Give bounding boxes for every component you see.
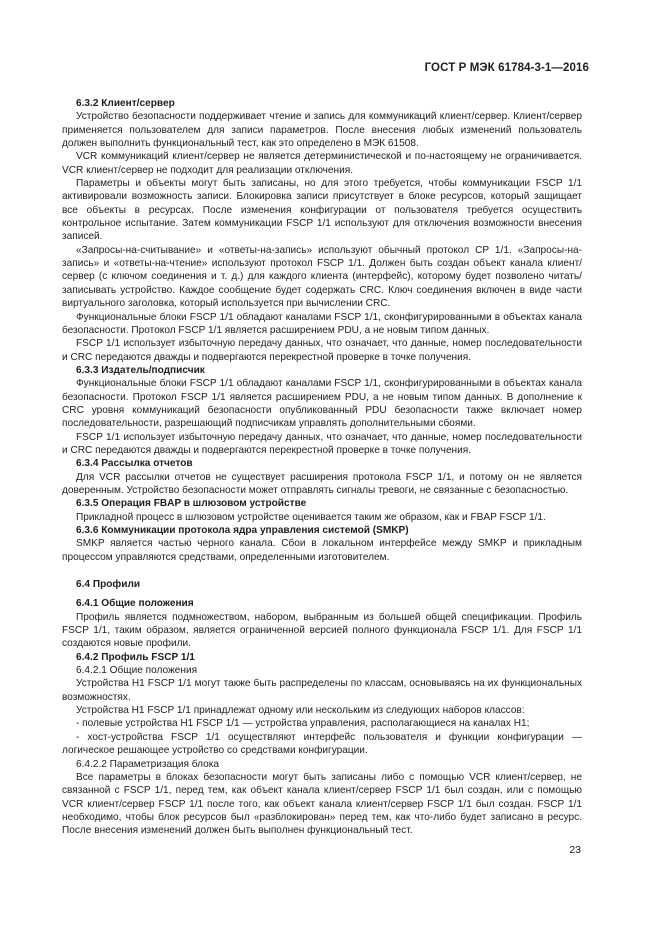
paragraph: FSCP 1/1 использует избыточную передачу данных, что означает, что данные, номер последовательности и CRC передаются дважды и подвергаются перекрестной проверке в точке получения. <box>62 431 582 456</box>
paragraph: Прикладной процесс в шлюзовом устройстве оценивается таким же образом, как и FBAP FSCP 1/1. <box>76 511 546 523</box>
section-6-4-2-1-heading: 6.4.2.1 Общие положения <box>76 665 198 677</box>
paragraph: SMKP является частью черного канала. Сбои в локальном интерфейсе между SMKP и прикладным процессом управляются средствами, определенными изготовителем. <box>62 538 582 563</box>
section-6-3-6-heading: 6.3.6 Коммуникации протокола ядра управления системой (SMKP) <box>76 525 409 536</box>
paragraph: Устройства H1 FSCP 1/1 принадлежат одному или нескольким из следующих наборов классов: <box>76 705 525 717</box>
paragraph: FSCP 1/1 использует избыточную передачу данных, что означает, что данные, номер последовательности и CRC передаются дважды и подвергаются перекрестной проверке в точке получения. <box>62 338 582 363</box>
list-item: - хост-устройства FSCP 1/1 осуществляют интерфейс пользователя и функции конфигурации — логическое решающее устройство со средствами конфигурации. <box>62 731 582 757</box>
standard-header: ГОСТ Р МЭК 61784-3-1—2016 <box>424 62 589 74</box>
list-item: - полевые устройства H1 FSCP 1/1 — устройства управления, располагающиеся на каналах H1; <box>76 718 530 730</box>
document-body <box>62 97 582 838</box>
paragraph: Все параметры в блоках безопасности могут быть записаны либо с помощью VCR клиент/сервер, не связанной с FSCP 1/1, перед тем, как объект канала клиент/сервер FSCP 1/1 был создан, или с помощью VCR клиент/сервер FSCP 1/1 после того, как объект канала клиент/сервер FSCP 1/1 был создан. FSCP 1/1 необходимо, чтобы блок ресурсов был «разблокирован» перед тем, как что-либо будет записано в ресурс. После внесения изменений должен быть выполнен функциональный тест. <box>62 771 582 837</box>
section-6-4-2-2-heading: 6.4.2.2 Параметризация блока <box>76 758 219 770</box>
section-6-3-3-heading: 6.3.3 Издатель/подписчик <box>76 364 205 376</box>
paragraph: Устройства H1 FSCP 1/1 могут также быть распределены по классам, основываясь на их функциональных возможностях. <box>62 678 582 703</box>
section-6-4-2-heading: 6.4.2 Профиль FSCP 1/1 <box>76 651 195 663</box>
paragraph: Устройство безопасности поддерживает чтение и запись для коммуникаций клиент/сервер. Клиент/сервер применяется пользователем для записи параметров. После внесения любых изменений пользователь должен выполнить функциональный тест, как это определено в МЭК 61508. <box>62 111 582 150</box>
paragraph: «Запросы-на-считывание» и «ответы-на-запись» используют обычный протокол CP 1/1. «Запросы-на-запись» и «ответы-на-чтение» используют протокол FSCP 1/1. Должен быть создан объект канала клиент/сервер (с ключом соединения и т. д.) для каждого клиента (интерфейс), которому будет позволено читать/записывать устройство. Каждое сообщение будет содержать CRC. Ключ соединения включен в виде части виртуального заголовка, который используется при вычислении CRC. <box>62 244 582 310</box>
section-6-4-1-heading: 6.4.1 Общие положения <box>76 598 194 610</box>
paragraph: VCR коммуникаций клиент/сервер не является детерминистической и по-настоящему не ограничивается. VCR клиент/сервер не подходит для реализации отключения. <box>62 151 582 176</box>
section-6-4-heading: 6.4 Профили <box>76 579 141 591</box>
paragraph: Для VCR рассылки отчетов не существует расширения протокола FSCP 1/1, и потому он не является доверенным. Устройство безопасности может отправлять сигналы тревоги, не связанные с безопасностью. <box>62 471 582 496</box>
paragraph: Функциональные блоки FSCP 1/1 обладают каналами FSCP 1/1, сконфигурированными в объектах канала безопасности. Протокол FSCP 1/1 является расширением PDU, а не новым типом данных. <box>62 311 582 336</box>
paragraph: Параметры и объекты могут быть записаны, но для этого требуется, чтобы коммуникации FSCP 1/1 активировали возможность записи. Блокировка записи присутствует в блоке ресурсов, который защищает все объекты в ресурсах. После изменения конфигурации от пользователя требуется осуществить контрольное испытание. Затем коммуникации FSCP 1/1 используют для отключения возможности внесения записей. <box>62 178 582 243</box>
page-number: 23 <box>569 844 581 856</box>
section-6-3-2-heading: 6.3.2 Клиент/сервер <box>76 98 175 109</box>
section-6-3-5-heading: 6.3.5 Операция FBAP в шлюзовом устройстве <box>76 498 307 510</box>
paragraph: Профиль является подмножеством, набором, выбранным из большей общей спецификации. Профиль FSCP 1/1, таким образом, является ограниченной версией полного функционала FSCP 1/1. Для FSCP 1/1 создаются новые профили. <box>62 611 582 650</box>
section-6-3-4-heading: 6.3.4 Рассылка отчетов <box>76 458 193 470</box>
paragraph: Функциональные блоки FSCP 1/1 обладают каналами FSCP 1/1, сконфигурированными в объектах канала безопасности. Протокол FSCP 1/1 является расширением PDU, а не новым типом данных. В дополнение к CRC уровня коммуникаций безопасности опубликованный PDU безопасности также включает номер последовательности, разрешающий подписчикам управлять дополнительными сбоями. <box>62 378 582 430</box>
